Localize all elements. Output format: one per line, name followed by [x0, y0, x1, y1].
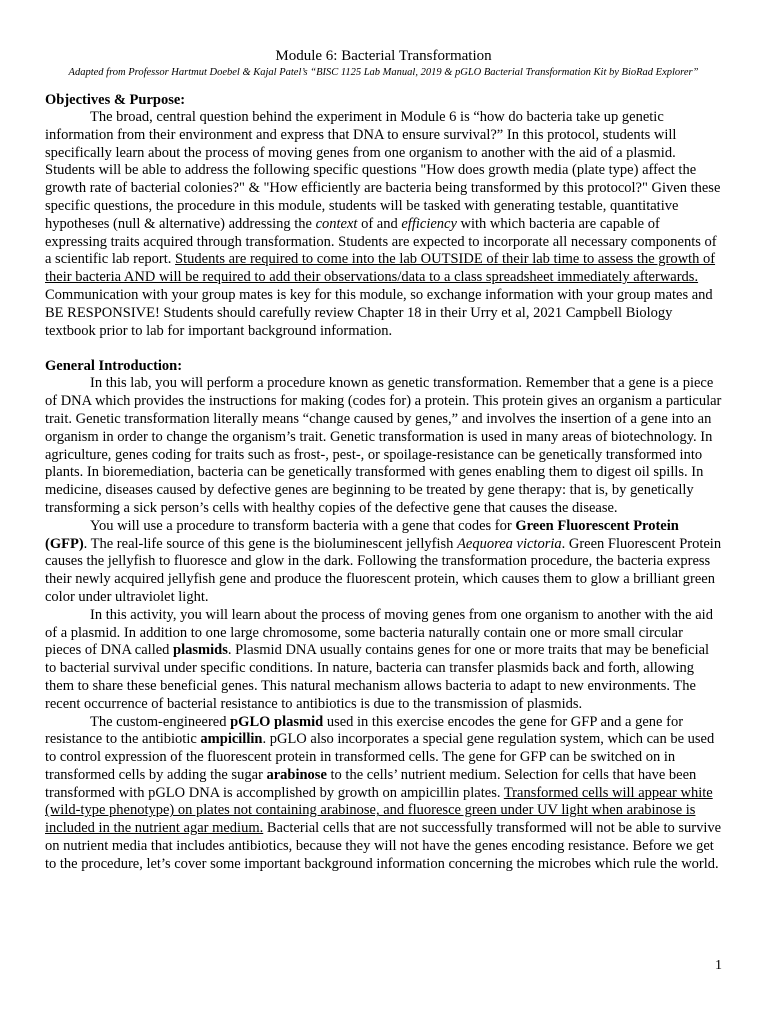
page-number: 1 — [715, 958, 722, 973]
document-title: Module 6: Bacterial Transformation — [275, 48, 492, 64]
intro-paragraph-3: In this activity, you will learn about the process of moving genes from one organism to another with the aid of a plasmid. In addition to one large chromosome, some bacteria naturally contain one or more small circular pieces of DNA called plasmids. Plasmid DNA usually contains genes for one or more traits that may be beneficial to bacterial survival under specific conditions. In nature, bacteria can transfer plasmids back and forth, allowing them to share these beneficial genes. This natural mechanism allows bacteria to adapt to new environments. The recent occurrence of bacterial resistance to antibiotics is due to the transmission of plasmids. — [45, 606, 713, 712]
document-page — [45, 46, 722, 874]
document-subtitle: Adapted from Professor Hartmut Doebel & Kajal Patel’s “BISC 1125 Lab Manual, 2019 & pGLO Bacterial Transformation Kit by BioRad Explorer” — [68, 67, 699, 78]
intro-paragraph-2: You will use a procedure to transform bacteria with a gene that codes for Green Fluorescent Protein (GFP). The real-life source of this gene is the bioluminescent jellyfish Aequorea victoria. Green Fluorescent Protein causes the jellyfish to fluoresce and glow in the dark. Following the transformation procedure, the bacteria express their newly acquired jellyfish gene and produce the fluorescent protein, which causes them to glow a brilliant green color under ultraviolet light. — [45, 517, 722, 605]
objectives-paragraph: The broad, central question behind the experiment in Module 6 is “how do bacteria take up genetic information from their environment and express that DNA to ensure survival?” In this protocol, students will specifically learn about the process of moving genes from one organism to another with the aid of a plasmid. Students will be able to address the following specific questions "How does growth media (plate type) affect the growth rate of bacterial colonies?" & "How efficiently are bacteria being transformed by this protocol?" Given these specific questions, the procedure in this module, students will be tasked with generating testable, quantitative hypotheses (null & alternative) addressing the context of and efficiency with which bacteria are capable of expressing traits acquired through transformation. Students are expected to incorporate all necessary components of a scientific lab report. Students are required to come into the lab OUTSIDE of their lab time to assess the growth of their bacteria AND will be required to add their observations/data to a class spreadsheet immediately afterwards. Communication with your group mates is key for this module, so exchange information with your group mates and BE RESPONSIVE! Students should carefully review Chapter 18 in their Urry et al, 2021 Campbell Biology textbook prior to lab for important background information. — [45, 109, 721, 339]
intro-underlined-note: Transformed cells will appear white (wild-type phenotype) on plates not containing arabinose, and fluoresce green under UV light when arabinose is included in the nutrient agar medium. — [45, 784, 713, 837]
intro-paragraph-1: In this lab, you will perform a procedure known as genetic transformation. Remember that a gene is a piece of DNA which provides the instructions for making (codes for) a protein. This protein gives an organism a particular trait. Genetic transformation literally means “change caused by genes,” and involves the insertion of a gene into an organism in order to change the organism’s trait. Genetic transformation is used in many areas of biotechnology. In agriculture, genes coding for traits such as frost-, pest-, or spoilage-resistance can be genetically transformed into plants. In bioremediation, bacteria can be genetically transformed with genes enabling them to digest oil spills. In medicine, diseases caused by defective genes are beginning to be treated by gene therapy: that is, by genetically transforming a sick person’s cells with healthy copies of the defective gene that causes the disease. — [45, 375, 722, 516]
intro-heading: General Introduction: — [45, 358, 183, 375]
objectives-heading: Objectives & Purpose: — [45, 92, 186, 108]
intro-paragraph-4: The custom-engineered pGLO plasmid used in this exercise encodes the gene for GFP and a gene for resistance to the antibiotic ampicillin. pGLO also incorporates a special gene regulation system, which can be used to control expression of the fluorescent protein in transformed cells. The gene for GFP can be switched on in transformed cells by adding the sugar arabinose to the cells’ nutrient medium. Selection for cells that have been transformed with pGLO DNA is accomplished by growth on ampicillin plates. Transformed cells will appear white (wild-type phenotype) on plates not containing arabinose, and fluoresce green under UV light when arabinose is included in the nutrient agar medium. Bacterial cells that are not successfully transformed will not be able to survive on nutrient media that includes antibiotics, because they will not have the genes encoding resistance. Before we get to the procedure, let’s cover some important background information concerning the microbes which rule the world. — [45, 713, 722, 872]
objectives-underlined-note: Students are required to come into the lab OUTSIDE of their lab time to assess the growth of their bacteria AND will be required to add their observations/data to a class spreadsheet immediately afterwards. — [45, 251, 716, 286]
